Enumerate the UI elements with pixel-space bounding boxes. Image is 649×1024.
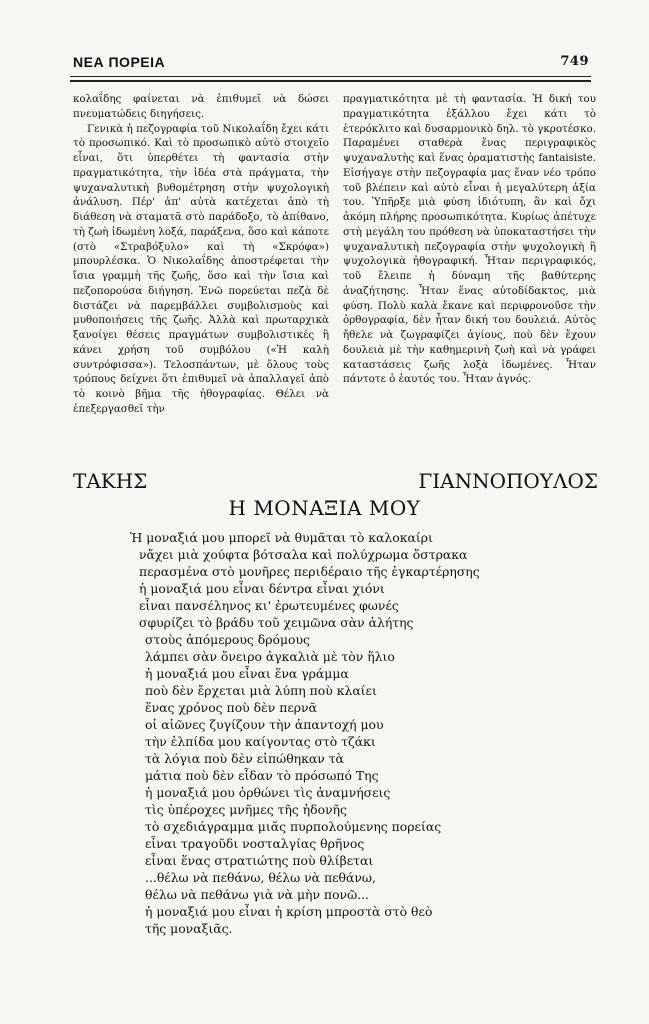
poem-title: Η ΜΟΝΑΞΙΑ ΜΟΥ [228, 496, 421, 520]
poem-line: ἡ μοναξιά μου ὀρθώνει τὶς ἀναμνήσεις [145, 785, 391, 800]
poem-line: μάτια ποὺ δὲν εἶδαν τὸ πρόσωπό Της [145, 768, 379, 783]
poem-line: εἶναι πανσέληνος κι' ἐρωτευμένες φωνές [139, 598, 399, 613]
poem-line: εἶναι ἕνας στρατιώτης ποὺ θλίβεται [145, 853, 374, 868]
poem-line: τὶς ὑπέροχες μνῆμες τῆς ἡδονῆς [145, 802, 347, 817]
poem-line: τὸ σχεδιάγραμμα μιᾶς πυρπολούμενης πορείας [145, 819, 442, 834]
running-header [73, 54, 589, 74]
left-column [73, 92, 329, 417]
poem-line: ἡ μοναξιά μου εἶναι ἡ κρίση μπροστὰ στὸ θεὸ [145, 904, 433, 919]
poem-line: ποὺ δὲν ἔρχεται μιὰ λύπη ποὺ κλαίει [145, 683, 377, 698]
poem-line: ...θέλω νὰ πεθάνω, θέλω νὰ πεθάνω, [145, 870, 376, 885]
paragraph: πραγματικότητα μὲ τὴ φαντασία. Ἡ δική του πραγματικότητα ἐξάλλου ἔχει κάτι τὸ ἑτερόκλιτο καὶ δυσαρμονικὸ δηλ. τὸ γκροτέσκο. Παραμένει σταθερὰ ἕνας περιγραφικὸς ψυχαναλυτὴς καὶ ἕνας ὀραματιστὴς fantaisiste. Εἰσήγαγε στὴν πεζογραφία μας ἕναν νέο τρόπο τοῦ βλέπειν καὶ αὐτὸ εἶναι ἡ μεγαλύτερη ἀξία του. Ὑπῆρξε μιὰ φύση ἰδιότυπη, ἂν καὶ ὄχι ἀκόμη πλήρης προσωπικότητα. Κυρίως ἀπέτυχε στὴ μεγάλη του πρόθεση νὰ ὑποκαταστήσει τὴν ψυχαναλυτικὴ πεζογραφία στὴν ψυχολογικὴ ἢ ψυχολογικὰ ἠθογραφική. Ἦταν περιγραφικός, τοῦ ἔλειπε ἡ δύναμη τῆς βαθύτερης ἀναζήτησης. Ἦταν ἕνας αὐτοδίδακτος, μιὰ φύση. Πολὺ καλὰ ἔκανε καὶ περιφρονοῦσε τὴν ὀρθογραφία, δὲν ἦταν δική του δουλειά. Αὐτὸς ἤθελε νὰ ζωγραφίζει ἁγίους, ποὺ δὲν ἔχουν δουλειὰ μὲ τὴν καθημερινὴ ζωὴ καὶ νὰ γράφει καταστάσεις ζωῆς λοξὰ ἰδωμένες. Ἦταν πάντοτε ὁ ἑαυτός του. Ἦταν ἁγνός. [343, 93, 596, 386]
poem-line: περασμένα στὸ μονῆρες περιδέραιο τῆς ἐγκαρτέρησης [139, 564, 480, 579]
poem-line: Ἡ μοναξιά μου μπορεῖ νὰ θυμᾶται τὸ καλοκαίρι [130, 530, 433, 545]
poem-line: θέλω νὰ πεθάνω γιὰ νὰ μὴν πονῶ... [145, 887, 369, 902]
poem-line: οἱ αἰῶνες ζυγίζουν τὴν ἀπαντοχή μου [145, 717, 384, 732]
poem-line: λάμπει σὰν ὄνειρο ἀγκαλιὰ μὲ τὸν ἥλιο [145, 649, 395, 664]
paragraph: κολαΐδης φαίνεται νὰ ἐπιθυμεῖ νὰ δώσει πνευματώδεις διηγήσεις. [73, 93, 329, 120]
poem-line: ἕνας χρόνος ποὺ δὲν περνᾶ [145, 700, 317, 715]
paragraph: Γενικὰ ἡ πεζογραφία τοῦ Νικολαΐδη ἔχει κάτι τὸ προσωπικό. Καὶ τὸ προσωπικὸ αὐτὸ στοιχεῖο εἶναι, ὅτι ὑπερθέτει τὴ φαντασία στὴν πραγματικότητα, τὴν ἰδέα στὰ πράγματα, τὴν ψυχαναλυτικὴ βυθομέτρηση στὴν ψυχολογικὴ ἀνάλυση. Πέρ' ἀπ' αὐτὰ κατέχεται ἀπὸ τὴ διάθεση νὰ σταματᾶ στὸ παράδοξο, τὸ ἀπίθανο, τὴ ζωὴ ἰδωμένη λοξά, παράξενα, ὅσο καὶ κάποτε (στὸ «Στραβόξυλο» καὶ τὴ «Σκρόφα») μπουρλέσκα. Ὁ Νικολαΐδης ἀποστρέφεται τὴν ἴσια γραμμὴ τῆς ζωῆς, ὅσο καὶ τὴν ἴσια καὶ πεζοπορούσα διήγηση. Ἐνῶ πορεύεται πεζὰ δὲ διστάζει νὰ παρεμβάλλει συμβολισμοὺς καὶ μυθοποιήσεις τῆς ζωῆς. Ἀλλὰ καὶ πρωταρχικὰ ξανοίγει θέσεις πραγμάτων συμβολιστικές ἢ κάνει χρήση τοῦ συμβόλου («Ἡ καλὴ συντρόφισσα»). Τελοσπάντων, μὲ ὅλους τοὺς τρόπους δείχνει ὅτι ἐπιθυμεῖ νὰ ἀπαλλαγεῖ ἀπὸ τὸ κοινὸ βῆμα τῆς ἠθογραφίας. Θέλει νὰ ἐπεξεργασθεῖ τὴν [73, 122, 329, 415]
right-column [343, 92, 596, 387]
poem-line: ἡ μοναξιά μου εἶναι δέντρα εἶναι χιόνι [139, 581, 385, 596]
poem-line: εἶναι τραγοῦδι νοσταλγίας θρῆνος [145, 836, 365, 851]
journal-name: ΝΕΑ ΠΟΡΕΙΑ [73, 54, 166, 70]
poem-line: σφυρίζει τὸ βράδυ τοῦ χειμῶνα σὰν ἀλήτης [139, 615, 414, 630]
poem-line: ἡ μοναξιά μου εἶναι ἕνα γράμμα [145, 666, 349, 681]
poem-line: νἄχει μιὰ χούφτα βότσαλα καὶ πολύχρωμα ὄστρακα [139, 547, 468, 562]
poem-line: στοὺς ἀπόμερους δρόμους [145, 632, 310, 647]
page-number: 749 [560, 54, 589, 69]
poem-line: τὴν ἐλπίδα μου καίγοντας στὸ τζάκι [145, 734, 376, 749]
poem-line: τὰ λόγια ποὺ δὲν εἰπώθηκαν τὰ [145, 751, 344, 766]
poem-line: τῆς μοναξιᾶς. [145, 921, 233, 936]
header-rule-thick [70, 80, 591, 82]
header-rule-thin [70, 76, 591, 77]
poem-author: ΤΑΚΗΣ ΓΙΑΝΝΟΠΟΥΛΟΣ [73, 469, 598, 493]
